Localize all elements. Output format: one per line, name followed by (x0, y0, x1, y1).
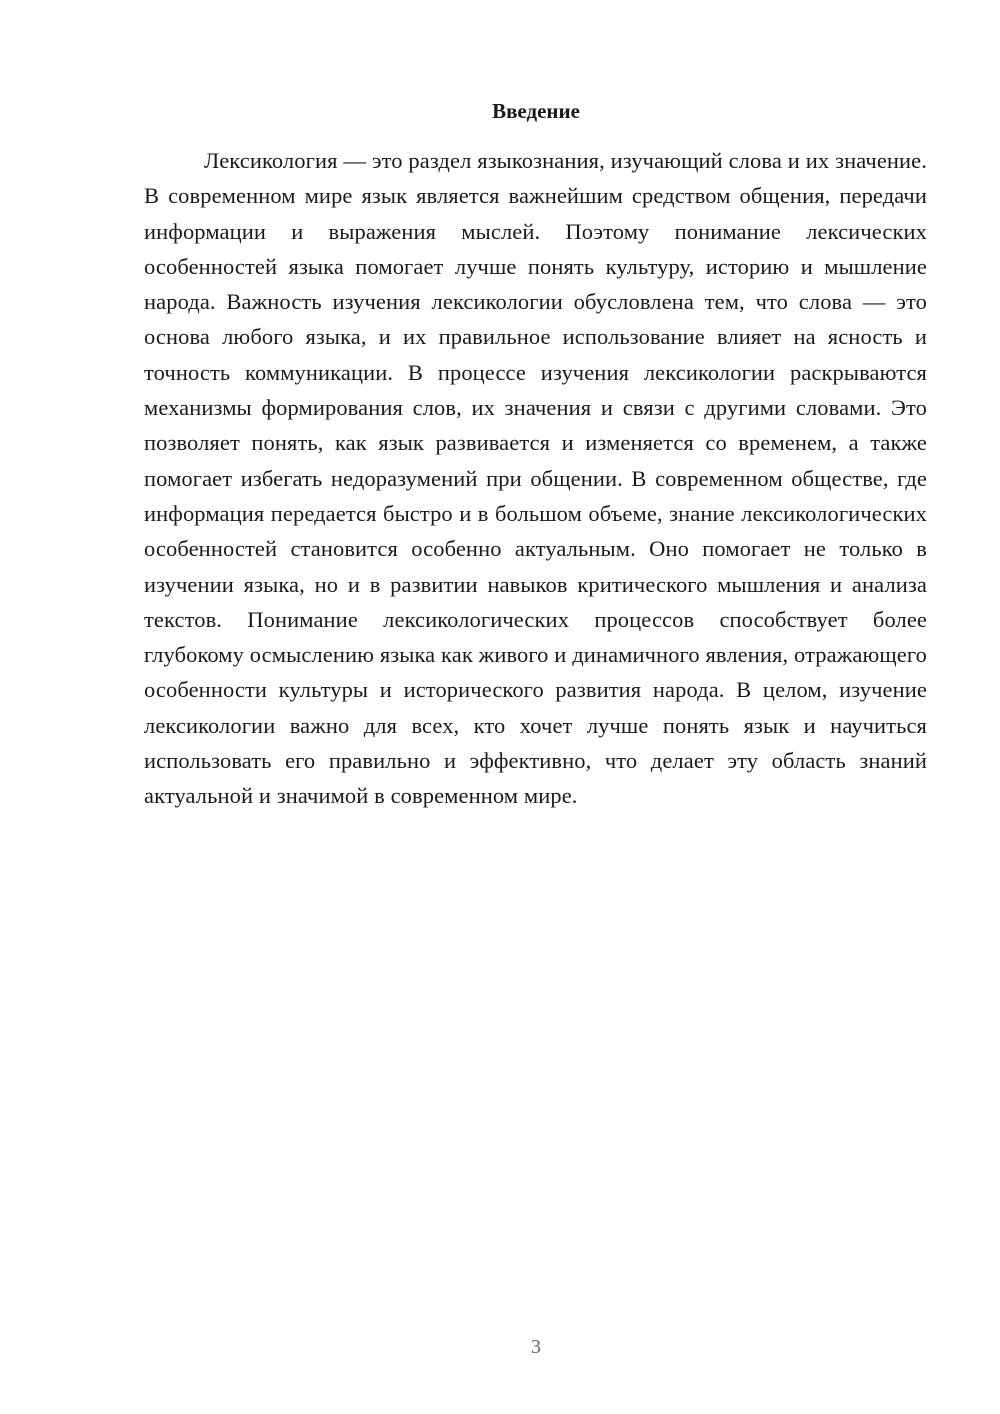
page-number: 3 (531, 1336, 541, 1358)
section-heading: Введение (492, 99, 580, 123)
body-paragraph: Лексикология — это раздел языкознания, изучающий слова и их значение. В современном мире язык является важнейшим средством общения, передачи информации и выражения мыслей. Поэтому понимание лексических особенностей языка помогает лучше понять культуру, историю и мышление народа. Важность изучения лексикологии обусловлена тем, что слова — это основа любого языка, и их правильное использование влияет на ясность и точность коммуникации. В процессе изучения лексикологии раскрываются механизмы формирования слов, их значения и связи с другими словами. Это позволяет понять, как язык развивается и изменяется со временем, а также помогает избегать недоразумений при общении. В современном обществе, где информация передается быстро и в большом объеме, знание лексикологических особенностей становится особенно актуальным. Оно помогает не только в изучении языка, но и в развитии навыков критического мышления и анализа текстов. Понимание лексикологических процессов способствует более глубокому осмыслению языка как живого и динамичного явления, отражающего особенности культуры и исторического развития народа. В целом, изучение лексикологии важно для всех, кто хочет лучше понять язык и научиться использовать его правильно и эффективно, что делает эту область знаний актуальной и значимой в современном мире. (144, 148, 927, 809)
